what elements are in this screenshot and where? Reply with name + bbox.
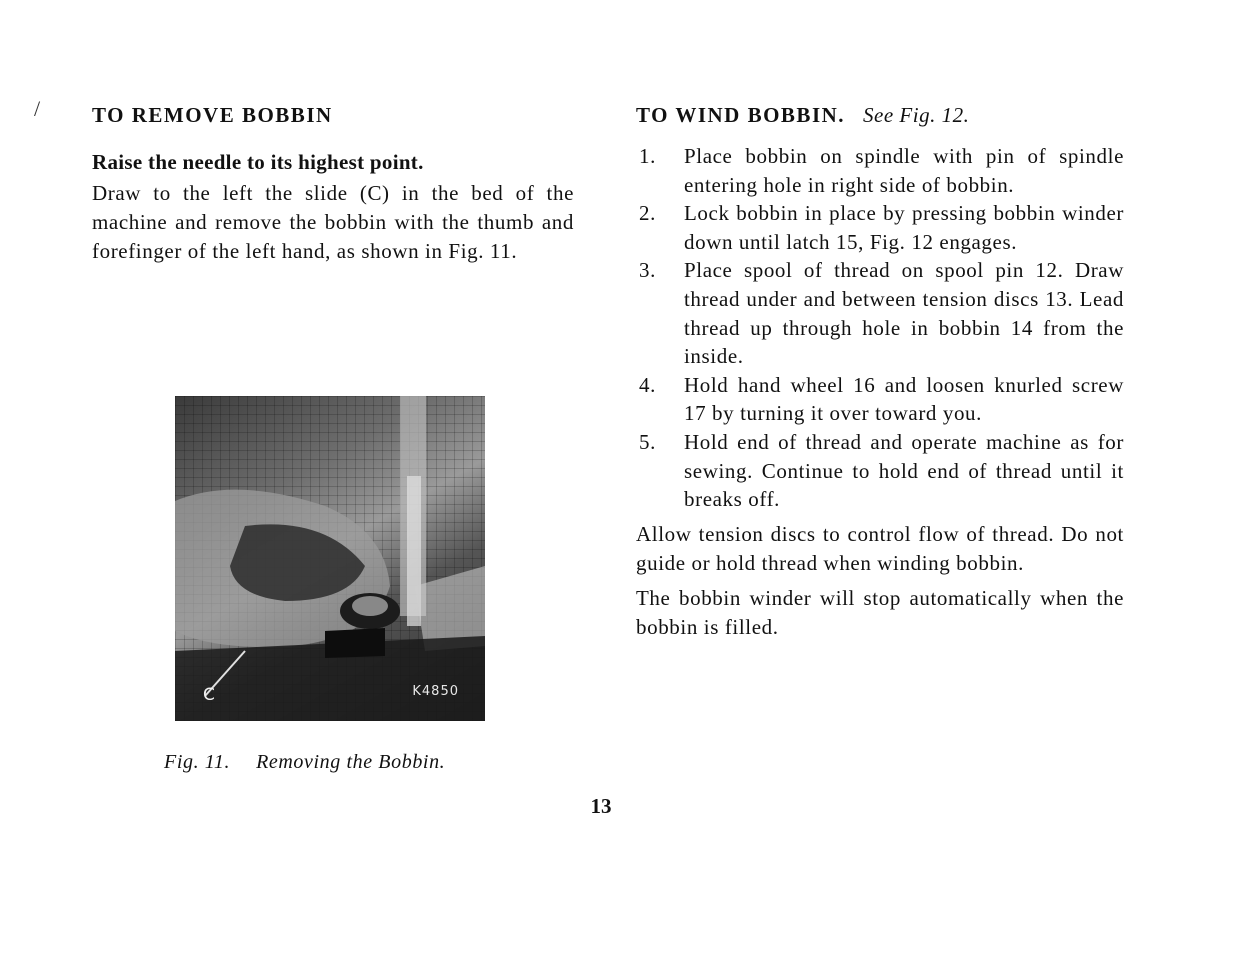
- remove-bobbin-heading: TO REMOVE BOBBIN: [92, 103, 333, 127]
- step-text: Hold end of thread and operate machine as for sewing. Continue to hold end of thread until it breaks off.: [684, 429, 1124, 512]
- step-text: Place bobbin on spindle with pin of spindle entering hole in right side of bobbin.: [684, 144, 1124, 197]
- winder-stop-paragraph: The bobbin winder will stop automatically when the bobbin is filled.: [636, 585, 1124, 639]
- step-text: Lock bobbin in place by pressing bobbin winder down until latch 15, Fig. 12 engages.: [684, 201, 1124, 254]
- step-number: 3.: [639, 258, 656, 283]
- step-item: [636, 142, 1124, 199]
- step-item: [636, 428, 1124, 514]
- right-column: [636, 100, 1124, 648]
- figure-reference: See Fig. 12.: [863, 103, 970, 127]
- step-number: 5.: [639, 429, 656, 454]
- step-item: [636, 256, 1124, 370]
- wind-bobbin-title: TO WIND BOBBIN.: [636, 103, 846, 127]
- remove-bobbin-paragraph: Draw to the left the slide (C) in the bed of the machine and remove the bobbin with the thumb and forefinger of the left hand, as shown in Fig. 11.: [92, 181, 574, 263]
- step-number: 1.: [639, 144, 656, 168]
- wind-bobbin-heading: [636, 100, 1124, 130]
- winding-steps-list: [636, 142, 1124, 514]
- photo-code: K4850: [412, 684, 459, 699]
- raise-needle-instruction: Raise the needle to its highest point.: [92, 150, 424, 174]
- caption-number: Fig. 11.: [164, 751, 231, 773]
- page-number: 13: [590, 794, 612, 818]
- step-number: 4.: [639, 372, 656, 397]
- figure-caption: [164, 751, 445, 774]
- photo-illustration: [175, 396, 485, 721]
- margin-mark: /: [34, 96, 41, 121]
- step-text: Hold hand wheel 16 and loosen knurled screw 17 by turning it over toward you.: [684, 372, 1124, 426]
- tension-discs-paragraph: Allow tension discs to control flow of thread. Do not guide or hold thread when winding bobbin.: [636, 521, 1124, 575]
- bobbin-removal-photo: [175, 396, 485, 721]
- step-item: [636, 371, 1124, 428]
- step-item: [636, 199, 1124, 256]
- left-column: [92, 100, 574, 272]
- step-text: Place spool of thread on spool pin 12. Draw thread under and between tension discs 13. Lead thread up through hole in bobbin 14 from the inside.: [684, 258, 1124, 369]
- step-number: 2.: [639, 201, 656, 226]
- caption-text: Removing the Bobbin.: [256, 751, 446, 773]
- slide-c-label: C: [203, 685, 215, 705]
